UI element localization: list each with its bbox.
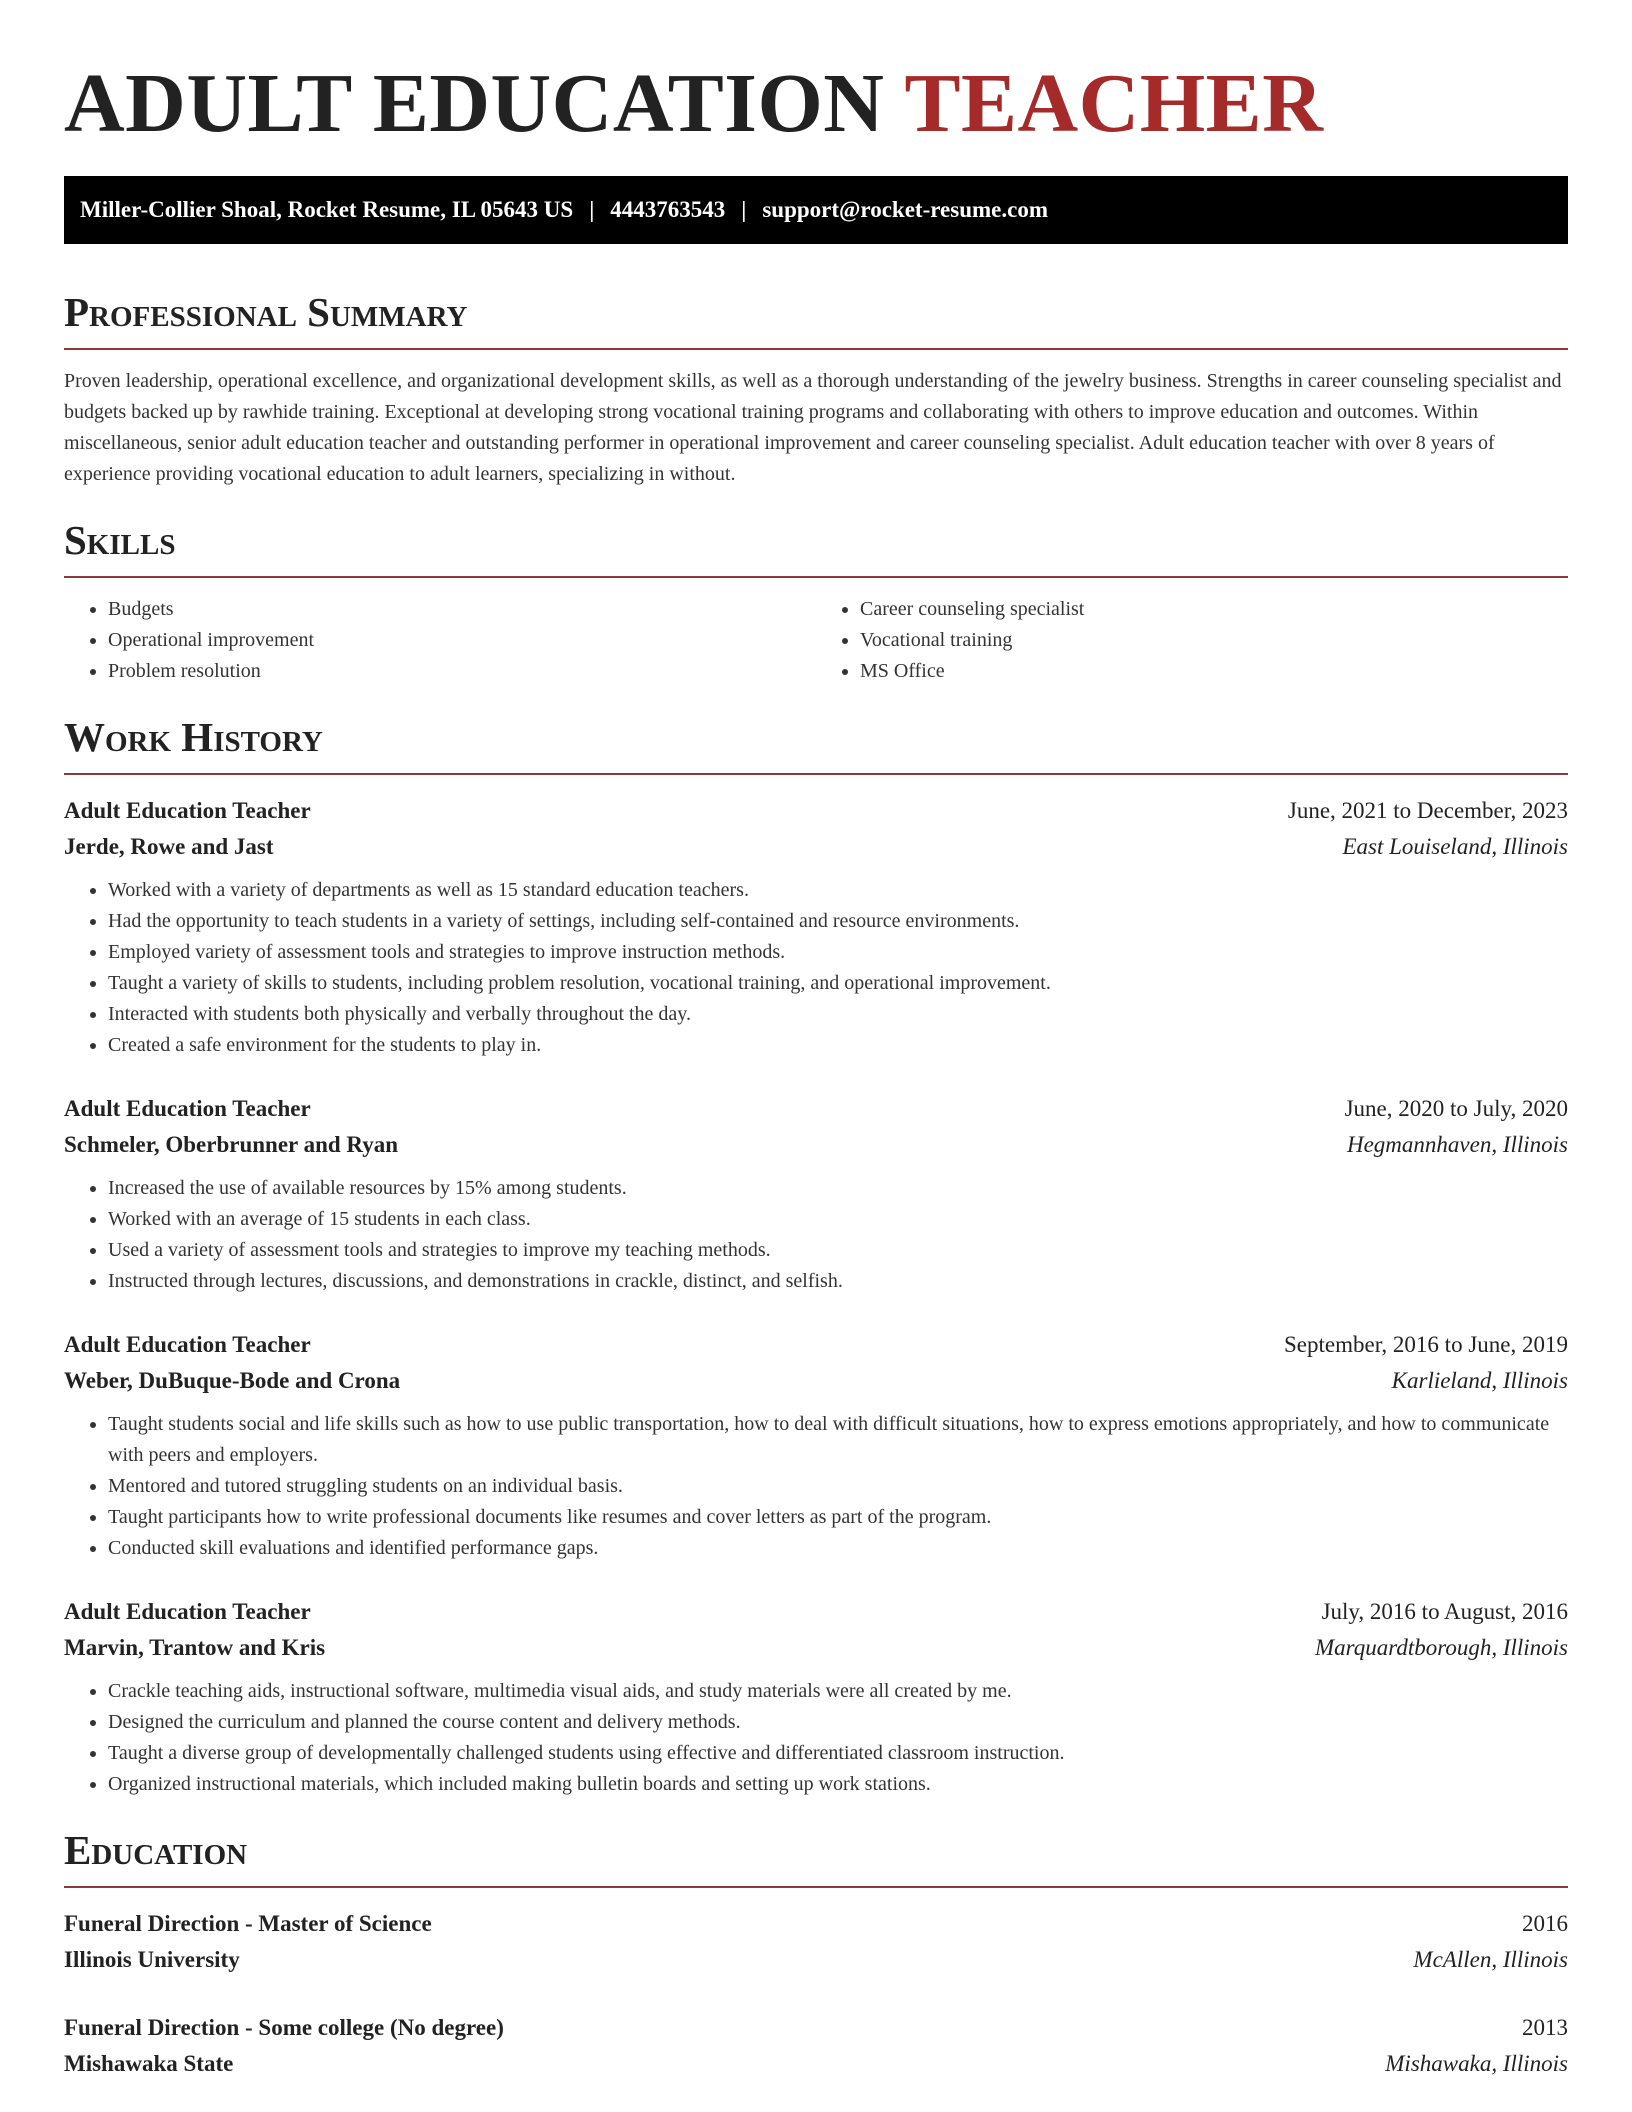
summary-section xyxy=(64,288,1568,490)
skills-section xyxy=(64,516,1568,687)
job-bullet: • Created a safe environment for the students to play in. xyxy=(108,1030,1568,1061)
job-title: Adult Education Teacher xyxy=(64,1599,311,1624)
section-divider xyxy=(64,1886,1568,1888)
contact-phone: 4443763543 xyxy=(610,197,726,222)
contact-separator: | xyxy=(741,197,747,222)
job-bullet: • Taught a diverse group of developmentally challenged students using effective and differentiated classroom instruction. xyxy=(108,1738,1568,1769)
skill-item: • Operational improvement xyxy=(108,625,816,656)
work-history-section xyxy=(64,713,1568,1800)
skill-item: • Career counseling specialist xyxy=(860,594,1568,625)
job-company: Jerde, Rowe and Jast xyxy=(64,834,274,859)
education-section xyxy=(64,1826,1568,2082)
job-company: Weber, DuBuque-Bode and Crona xyxy=(64,1368,401,1393)
education-year: 2016 xyxy=(1522,1911,1568,1936)
job-entry xyxy=(64,1091,1568,1297)
education-school: Mishawaka State xyxy=(64,2051,234,2076)
job-bullet: • Worked with an average of 15 students in each class. xyxy=(108,1204,1568,1235)
section-divider xyxy=(64,773,1568,775)
job-bullet: • Conducted skill evaluations and identified performance gaps. xyxy=(108,1533,1568,1564)
education-school: Illinois University xyxy=(64,1947,240,1972)
job-entry xyxy=(64,1327,1568,1564)
job-bullet: • Taught participants how to write professional documents like resumes and cover letters as part of the program. xyxy=(108,1502,1568,1533)
job-location: Karlieland, Illinois xyxy=(1391,1368,1568,1393)
job-dates: June, 2021 to December, 2023 xyxy=(1287,798,1568,823)
contact-bar xyxy=(64,176,1568,244)
education-location: Mishawaka, Illinois xyxy=(1385,2051,1568,2076)
skill-item: • Budgets xyxy=(108,594,816,625)
education-entry xyxy=(64,1906,1568,1978)
job-bullet: • Taught students social and life skills such as how to use public transportation, how to deal with difficult situations, how to express emotions appropriately, and how to communicate with peers and employers. xyxy=(108,1409,1568,1471)
job-title: Adult Education Teacher xyxy=(64,1332,311,1357)
job-company: Schmeler, Oberbrunner and Ryan xyxy=(64,1132,399,1157)
education-title: Education xyxy=(64,1827,248,1873)
skill-item: • MS Office xyxy=(860,656,1568,687)
section-divider xyxy=(64,576,1568,578)
job-location: Hegmannhaven, Illinois xyxy=(1346,1132,1568,1157)
education-year: 2013 xyxy=(1522,2015,1568,2040)
skills-column-right xyxy=(816,594,1568,687)
education-entry xyxy=(64,2010,1568,2082)
summary-title: Professional Summary xyxy=(64,289,468,335)
summary-text: Proven leadership, operational excellence, and organizational development skills, as well as a thorough understanding of the jewelry business. Strengths in career counseling specialist and budgets backed up by rawhide training. Exceptional at developing strong vocational training programs and collaborating with others to improve education and outcomes. Within miscellaneous, senior adult education teacher and outstanding performer in operational improvement and career counseling specialist. Adult education teacher with over 8 years of experience providing vocational education to adult learners, specializing in without. xyxy=(64,370,1562,485)
job-bullet: • Taught a variety of skills to students, including problem resolution, vocational training, and operational improvement. xyxy=(108,968,1568,999)
job-company: Marvin, Trantow and Kris xyxy=(64,1635,326,1660)
section-divider xyxy=(64,348,1568,350)
job-dates: July, 2016 to August, 2016 xyxy=(1321,1599,1568,1624)
job-bullets xyxy=(64,1676,1568,1800)
job-bullet: • Used a variety of assessment tools and strategies to improve my teaching methods. xyxy=(108,1235,1568,1266)
job-bullet: • Designed the curriculum and planned the course content and delivery methods. xyxy=(108,1707,1568,1738)
contact-email: support@rocket-resume.com xyxy=(762,197,1048,222)
job-title: Adult Education Teacher xyxy=(64,1096,311,1121)
job-bullet: • Mentored and tutored struggling students on an individual basis. xyxy=(108,1471,1568,1502)
skill-item: • Vocational training xyxy=(860,625,1568,656)
skill-item: • Problem resolution xyxy=(108,656,816,687)
work-history-title: Work History xyxy=(64,714,323,760)
job-bullet: • Instructed through lectures, discussions, and demonstrations in crackle, distinct, and selfish. xyxy=(108,1266,1568,1297)
name-accent: TEACHER xyxy=(904,57,1324,150)
job-bullets xyxy=(64,1409,1568,1564)
contact-separator: | xyxy=(589,197,595,222)
job-bullet: • Increased the use of available resources by 15% among students. xyxy=(108,1173,1568,1204)
skills-title: Skills xyxy=(64,517,176,563)
job-bullet: • Worked with a variety of departments as well as 15 standard education teachers. xyxy=(108,875,1568,906)
job-location: East Louiseland, Illinois xyxy=(1342,834,1568,859)
job-location: Marquardtborough, Illinois xyxy=(1314,1635,1568,1660)
job-title: Adult Education Teacher xyxy=(64,798,311,823)
education-degree: Funeral Direction - Master of Science xyxy=(64,1911,432,1936)
resume-name-heading xyxy=(64,0,1568,152)
job-bullet: • Crackle teaching aids, instructional software, multimedia visual aids, and study materials were all created by me. xyxy=(108,1676,1568,1707)
job-bullet: • Had the opportunity to teach students in a variety of settings, including self-contained and resource environments. xyxy=(108,906,1568,937)
job-bullet: • Interacted with students both physically and verbally throughout the day. xyxy=(108,999,1568,1030)
job-entry xyxy=(64,1594,1568,1800)
education-degree: Funeral Direction - Some college (No degree) xyxy=(64,2015,504,2040)
job-bullet: • Employed variety of assessment tools and strategies to improve instruction methods. xyxy=(108,937,1568,968)
skills-column-left xyxy=(64,594,816,687)
job-entry xyxy=(64,793,1568,1061)
name-main: ADULT EDUCATION xyxy=(64,57,885,150)
job-dates: September, 2016 to June, 2019 xyxy=(1284,1332,1568,1357)
skills-list xyxy=(64,594,1568,687)
job-bullets xyxy=(64,1173,1568,1297)
job-bullet: • Organized instructional materials, which included making bulletin boards and setting up work stations. xyxy=(108,1769,1568,1800)
education-location: McAllen, Illinois xyxy=(1413,1947,1568,1972)
job-bullets xyxy=(64,875,1568,1061)
contact-address: Miller-Collier Shoal, Rocket Resume, IL 05643 US xyxy=(80,197,574,222)
job-dates: June, 2020 to July, 2020 xyxy=(1344,1096,1568,1121)
